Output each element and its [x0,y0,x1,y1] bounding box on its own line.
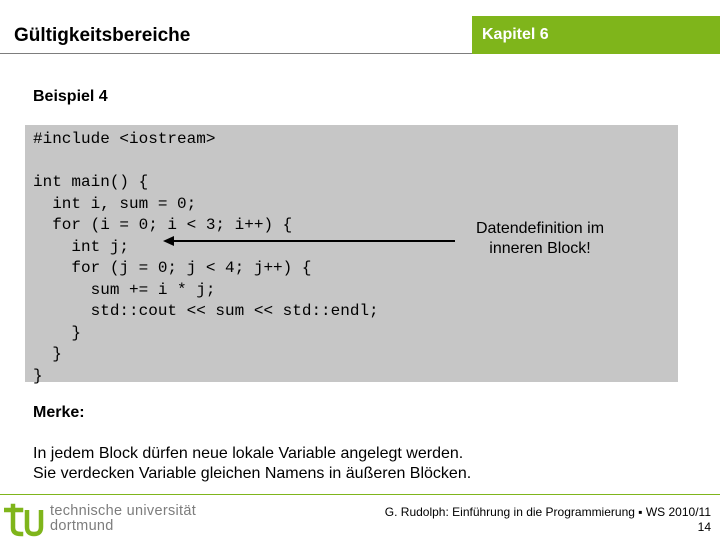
university-name-line2: dortmund [50,518,114,534]
chapter-label: Kapitel 6 [482,26,549,43]
page-number: 14 [697,520,711,534]
annotation-callout: Datendefinition im inneren Block! [475,220,605,257]
note-line-1: In jedem Block dürfen neue lokale Variable angelegt werden. [33,445,464,462]
chapter-tab [472,16,720,54]
note-heading: Merke: [33,404,85,421]
header-divider [0,53,472,54]
note-line-2: Sie verdecken Variable gleichen Namens in äußeren Blöcken. [33,465,472,482]
slide-title: Gültigkeitsbereiche [14,25,191,46]
slide-subtitle: Beispiel 4 [33,88,108,105]
arrow-head-icon [163,236,174,246]
footer-credit [385,505,711,535]
arrow-line [172,240,455,242]
university-name [50,504,196,534]
course-credit: G. Rudolph: Einführung in die Programmierung ▪ WS 2010/11 [384,505,711,519]
slide-header [0,16,720,54]
note-text [33,444,471,484]
code-listing: #include <iostream> int main() { int i, sum = 0; for (i = 0; i < 3; i++) { int j; for (j = 0; j < 4; j++) { sum += i * j; std::cout << sum << std::endl; } } } [33,130,379,385]
footer-divider [0,494,720,495]
university-name-line1: technische universität [50,503,197,519]
tu-logo-icon [4,503,44,537]
